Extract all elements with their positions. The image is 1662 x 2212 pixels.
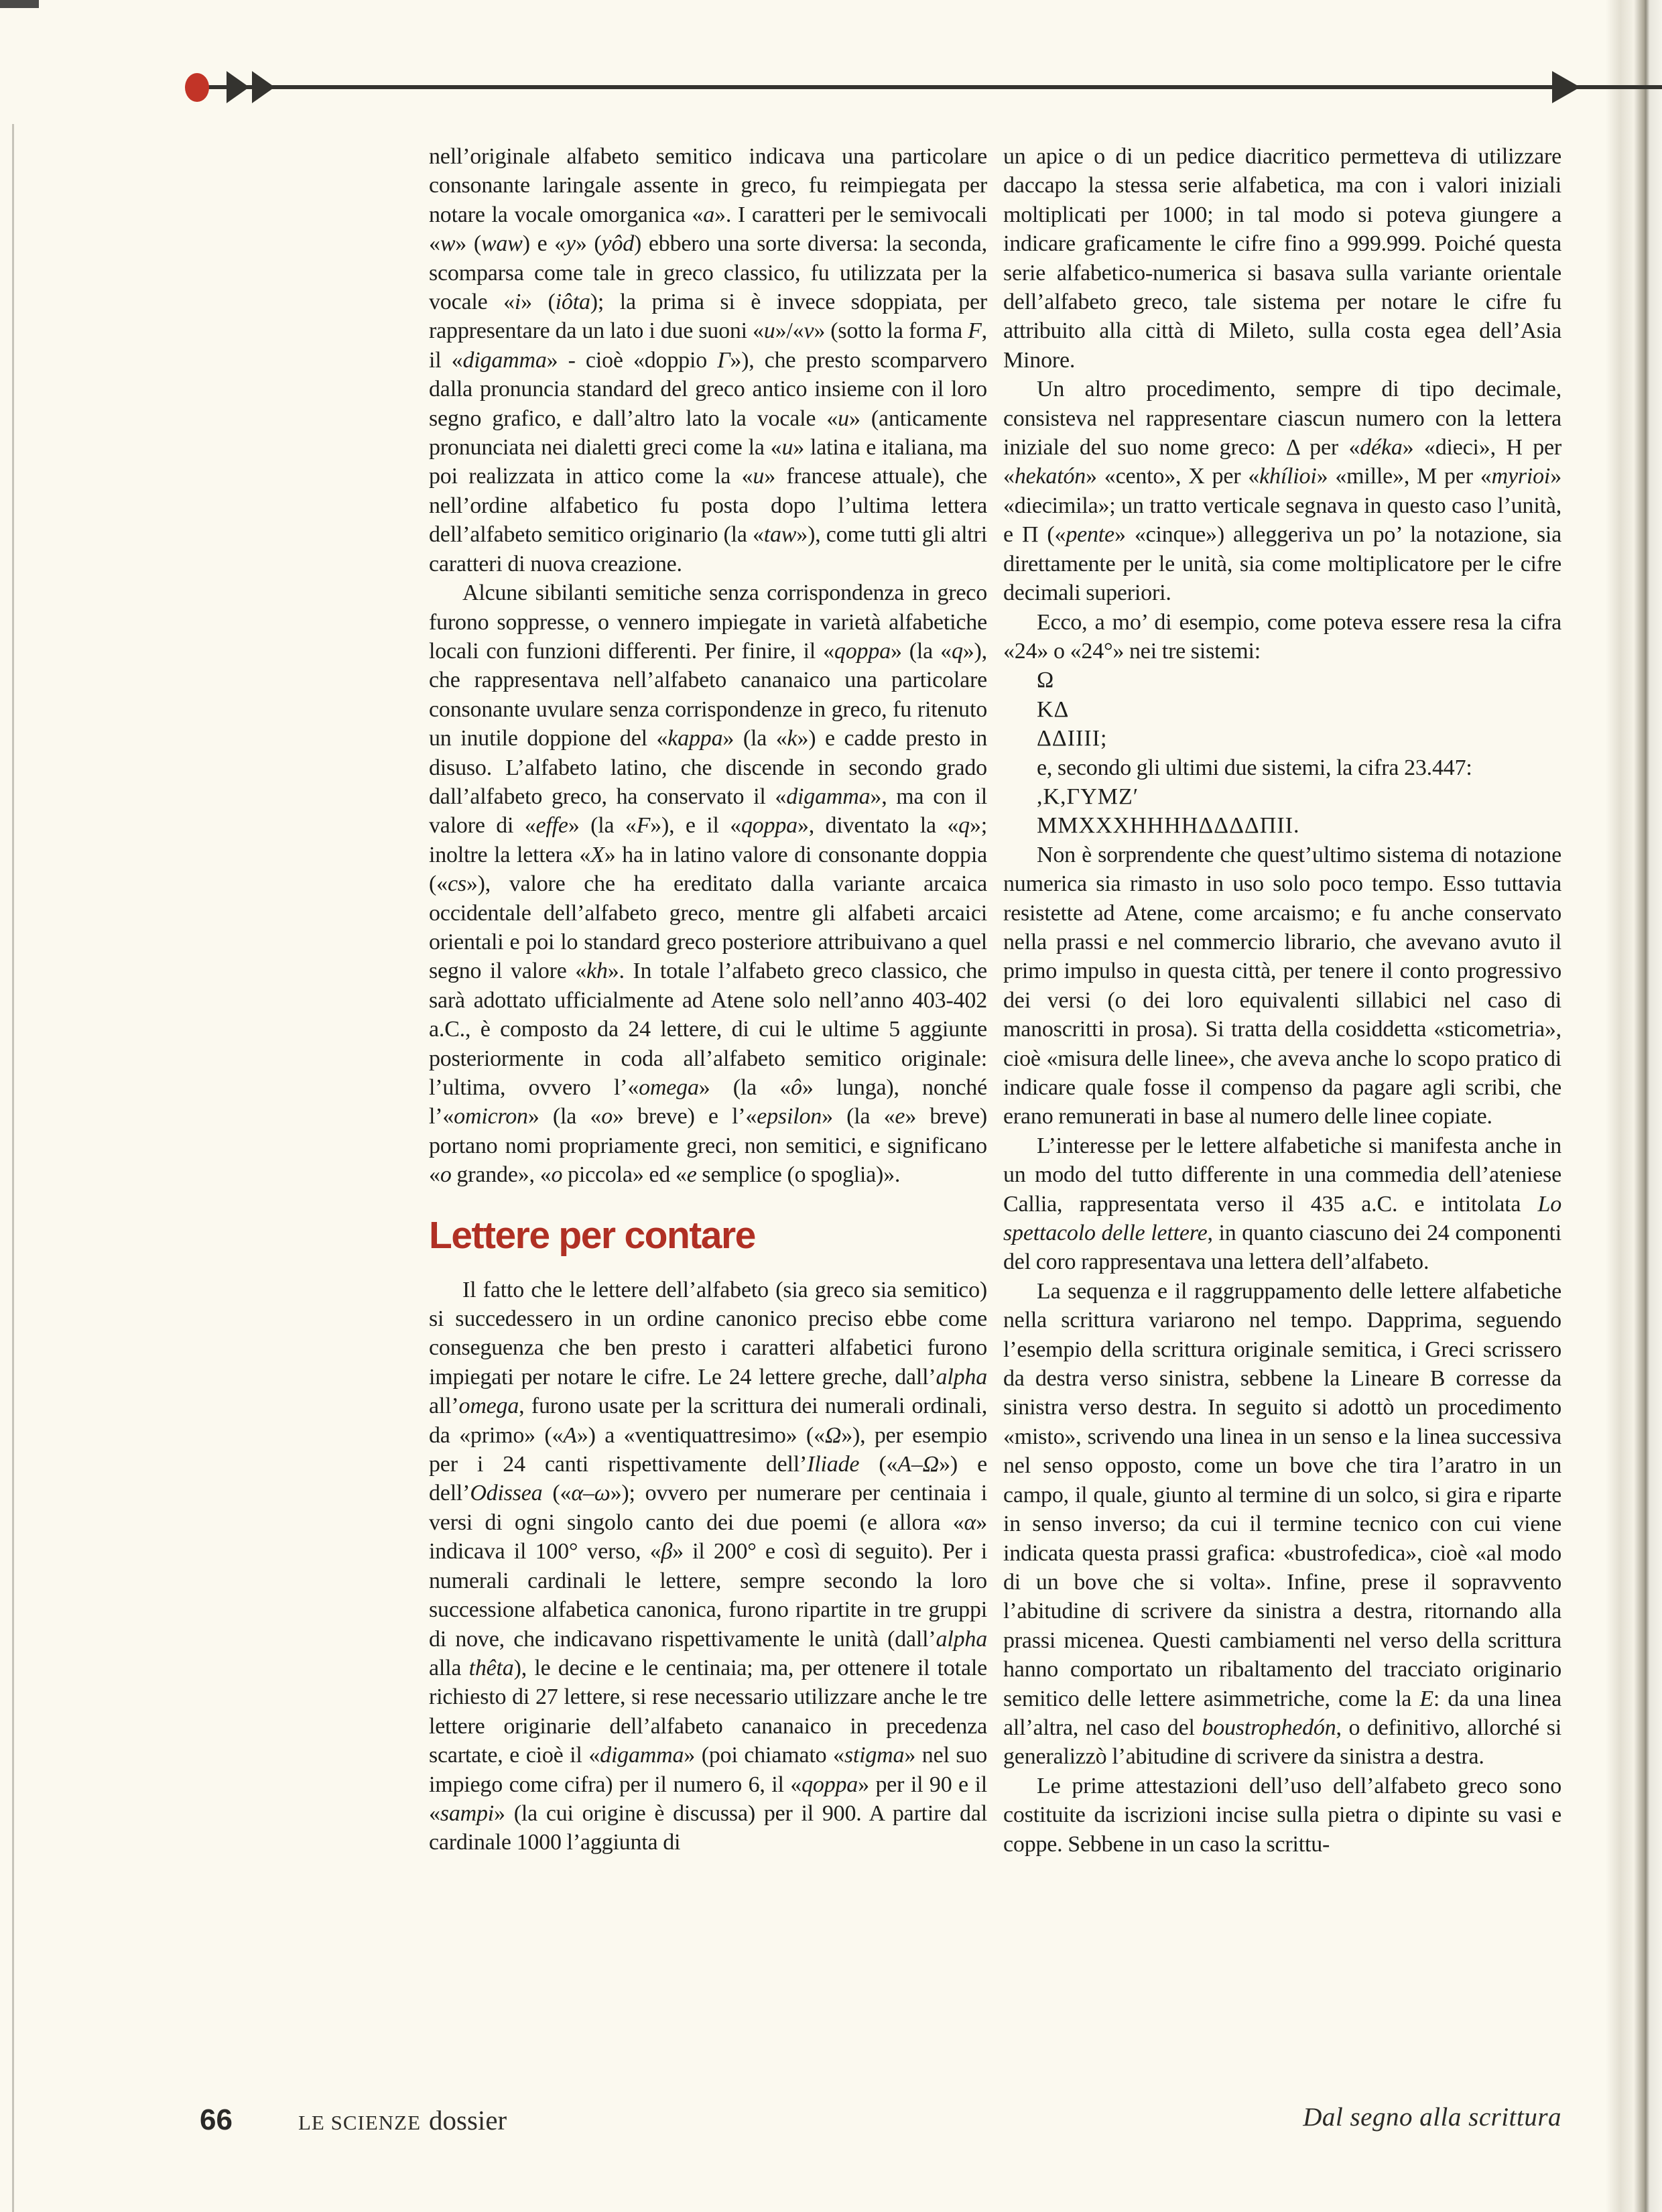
body-paragraph: Un altro procedimento, sempre di tipo decimale, consisteva nel rappresentare ciascun numero con la lettera iniziale del suo nome greco: Δ per «déka» «dieci», H per «hekatón» «cento», X per «khílioi» «mille», M per «myrioi» «diecimila»; un tratto verticale segnava in questo caso l’unità, e Π («pente» «cinque») alleggeriva un po’ la notazione, sia direttamente per le unità, sia come moltiplicatore per le cifre decimali superiori. bbox=[1003, 377, 1562, 606]
numeral-example-line: Ω bbox=[1037, 668, 1055, 693]
fast-forward-icon bbox=[252, 71, 275, 103]
running-title: Dal segno alla scrittura bbox=[1303, 2103, 1561, 2132]
footer-left bbox=[200, 2103, 507, 2137]
section-heading: Lettere per contare bbox=[429, 1213, 755, 1257]
header-rule-line bbox=[206, 85, 1662, 89]
numeral-example-line: ,Κ,ΓΥΜΖ′ bbox=[1037, 784, 1139, 809]
body-paragraph: Le prime attestazioni dell’uso dell’alfabeto greco sono costituite da iscrizioni incise sulla pietra o dipinte su vasi e coppe. Sebbene in un caso la scrittu- bbox=[1003, 1773, 1561, 1857]
fast-forward-icon bbox=[227, 71, 249, 103]
body-paragraph: Il fatto che le lettere dell’alfabeto (sia greco sia semitico) si succedessero in un ordine canonico preciso ebbe come conseguenza che ben presto i caratteri alfabetici furono impiegati per notare le cifre. Le 24 lettere greche, dall’alpha all’omega, furono usate per la scrittura dei numerali ordinali, da «primo» («A») a «ventiquattresimo» («Ω»), per esempio per i 24 canti rispettivamente dell’Iliade («A–Ω») e dell’Odissea («α–ω»); ovvero per numerare per centinaia i versi di ogni singolo canto dei due poemi (e allora «α» indicava il 100° verso, «β» il 200° e così di seguito). Per i numerali cardinali le lettere, sempre secondo la loro successione alfabetica canonica, furono ripartite in tre gruppi di nove, che indicavano rispettivamente le unità (dall’alpha alla thêta), le decine e le centinaia; ma, per ottenere il totale richiesto di 27 lettere, si rese necessario utilizzare anche le tre lettere originarie dell’alfabeto cananaico in precedenza scartate, e cioè il «digamma» (poi chiamato «stigma» nel suo impiego come cifra) per il numero 6, il «qoppa» per il 90 e il «sampi» (la cui origine è discussa) per il 900. A partire dal cardinale 1000 l’aggiunta di bbox=[429, 1277, 988, 1855]
body-paragraph: nell’originale alfabeto semitico indicava una particolare consonante laringale assente in greco, fu reimpiegata per notare la vocale omorganica «a». I caratteri per le semivocali «w» (waw) e «y» (yôd) ebbero una sorte diversa: la seconda, scomparsa come tale in greco classico, fu utilizzata per la vocale «i» (iôta); la prima si è invece sdoppiata, per rappresentare da un lato i due suoni «u»/«v» (sotto la forma F, il «digamma» - cioè «doppio Γ»), che presto scomparvero dalla pronuncia standard del greco antico insieme con il loro segno grafico, e dall’altro lato la vocale «u» (anticamente pronunciata nei dialetti greci come la «u» latina e italiana, ma poi realizzata in attico come la «u» francese attuale), che nell’ordine alfabetico fu posta dopo l’ultima lettera dell’alfabeto semitico originario (la «taw»), come tutti gli altri caratteri di nuova creazione. bbox=[429, 144, 988, 576]
edition-name: dossier bbox=[429, 2105, 507, 2136]
numeral-example-line: ΔΔΙΙΙΙ; bbox=[1037, 726, 1108, 751]
body-paragraph: Ecco, a mo’ di esempio, come poteva essere resa la cifra «24» o «24°» nei tre sistemi: bbox=[1003, 609, 1561, 664]
left-page-crease bbox=[12, 124, 14, 2212]
body-paragraph: e, secondo gli ultimi due sistemi, la cifra 23.447: bbox=[1037, 755, 1472, 780]
right-page-fold bbox=[1606, 0, 1662, 2212]
numeral-example-line: ΜΜΧΧΧΗΗΗΗΔΔΔΔΠΙΙ. bbox=[1037, 813, 1300, 839]
body-paragraph: un apice o di un pedice diacritico permetteva di utilizzare daccapo la stessa serie alfabetica, ma con i valori iniziali moltiplicati per 1000; in tal modo si poteva giungere a indicare graficamente le cifre fino a 999.999. Poiché questa serie alfabetico-numerica si basava sulla variante orientale dell’alfabeto greco, tale sistema per notare le cifre fu attribuito alla città di Mileto, sulla costa egea dell’Asia Minore. bbox=[1003, 144, 1561, 373]
body-paragraph: La sequenza e il raggruppamento delle lettere alfabetiche nella scrittura variarono nel tempo. Dapprima, seguendo l’esempio della scrittura originale semitica, i Greci scrissero da destra verso sinistra, sebbene la Lineare B corresse da sinistra verso destra. In seguito si adottò un procedimento «misto», scrivendo una linea in un senso e la linea successiva nel senso opposto, come un bove che tira l’aratro in un campo, il quale, giunto al termine di un solco, si gira e riparte in senso inverso; da cui il termine tecnico con cui viene indicata questa prassi grafica: «bustrofedica», cioè «al modo di un bove che si volta». Infine, prese il sopravvento l’abitudine di scrivere da sinistra a destra, ritornando alla prassi micenea. Questi cambiamenti nel verso della scrittura hanno comportato un ribaltamento del tracciato originario semitico delle lettere asimmetriche, come la E: da una linea all’altra, nel caso del boustrophedón, o definitivo, allorché si generalizzò l’abitudine di scrivere da sinistra a destra. bbox=[1003, 1278, 1561, 1770]
text-column-right bbox=[1003, 142, 1561, 1859]
scan-edge-bar bbox=[0, 0, 39, 8]
numeral-example-line: ΚΔ bbox=[1037, 696, 1070, 722]
body-paragraph: Alcune sibilanti semitiche senza corrispondenza in greco furono soppresse, o vennero impiegate in varietà alfabetiche locali con funzioni differenti. Per finire, il «qoppa» (la «q»), che rappresentava nell’alfabeto cananaico una particolare consonante uvulare senza corrispondenze in greco, fu ritenuto un inutile doppione del «kappa» (la «k») e cadde presto in disuso. L’alfabeto latino, che discende in secondo grado dall’alfabeto greco, ha conservato il «digamma», ma con il valore di «effe» (la «F»), e il «qoppa», diventato la «q»; inoltre la lettera «X» ha in latino valore di consonante doppia («cs»), valore che ha ereditato dalla variante arcaica occidentale dell’alfabeto greco, mentre gli alfabeti arcaici orientali e poi lo standard greco posteriore attribuivano a quel segno il valore «kh». In totale l’alfabeto greco classico, che sarà adottato ufficialmente ad Atene solo nell’anno 403-402 a.C., è composto da 24 lettere, di cui le ultime 5 aggiunte posteriormente in coda all’alfabeto semitico originale: l’ultima, ovvero l’«omega» (la «ô» lunga), nonché l’«omicron» (la «o» breve) e l’«epsilon» (la «e» breve) portano nomi propriamente greci, non semitici, e significano «o grande», «o piccola» ed «e semplice (o spoglia)». bbox=[429, 580, 988, 1188]
magazine-name: LE SCIENZE bbox=[298, 2111, 422, 2134]
red-dot-icon bbox=[185, 73, 209, 102]
body-paragraph: Non è sorprendente che quest’ultimo sistema di notazione numerica sia rimasto in uso solo poco tempo. Esso tuttavia resistette ad Atene, come arcaismo; e fu anche conservato nella prassi e nel commercio librario, che avevano avuto il primo impulso in questa città, per tenere il conto progressivo dei versi (o dei loro equivalenti sillabici nel caso di manoscritti in prosa). Si tratta della cosiddetta «sticometria», cioè «misura delle linee», che aveva anche lo scopo pratico di indicare quale fosse il compenso da pagare agli scribi, che erano remunerati in base al numero delle linee copiate. bbox=[1003, 842, 1561, 1129]
page-number: 66 bbox=[200, 2103, 233, 2136]
text-column-left bbox=[429, 142, 987, 1857]
body-paragraph: L’interesse per le lettere alfabetiche si manifesta anche in un modo del tutto differente in una commedia dell’ateniese Callia, rappresentata verso il 435 a.C. e intitolata Lo spettacolo delle lettere, in quanto ciascuno dei 24 componenti del coro rappresentava una lettera dell’alfabeto. bbox=[1003, 1133, 1561, 1275]
arrow-right-icon bbox=[1552, 71, 1580, 103]
